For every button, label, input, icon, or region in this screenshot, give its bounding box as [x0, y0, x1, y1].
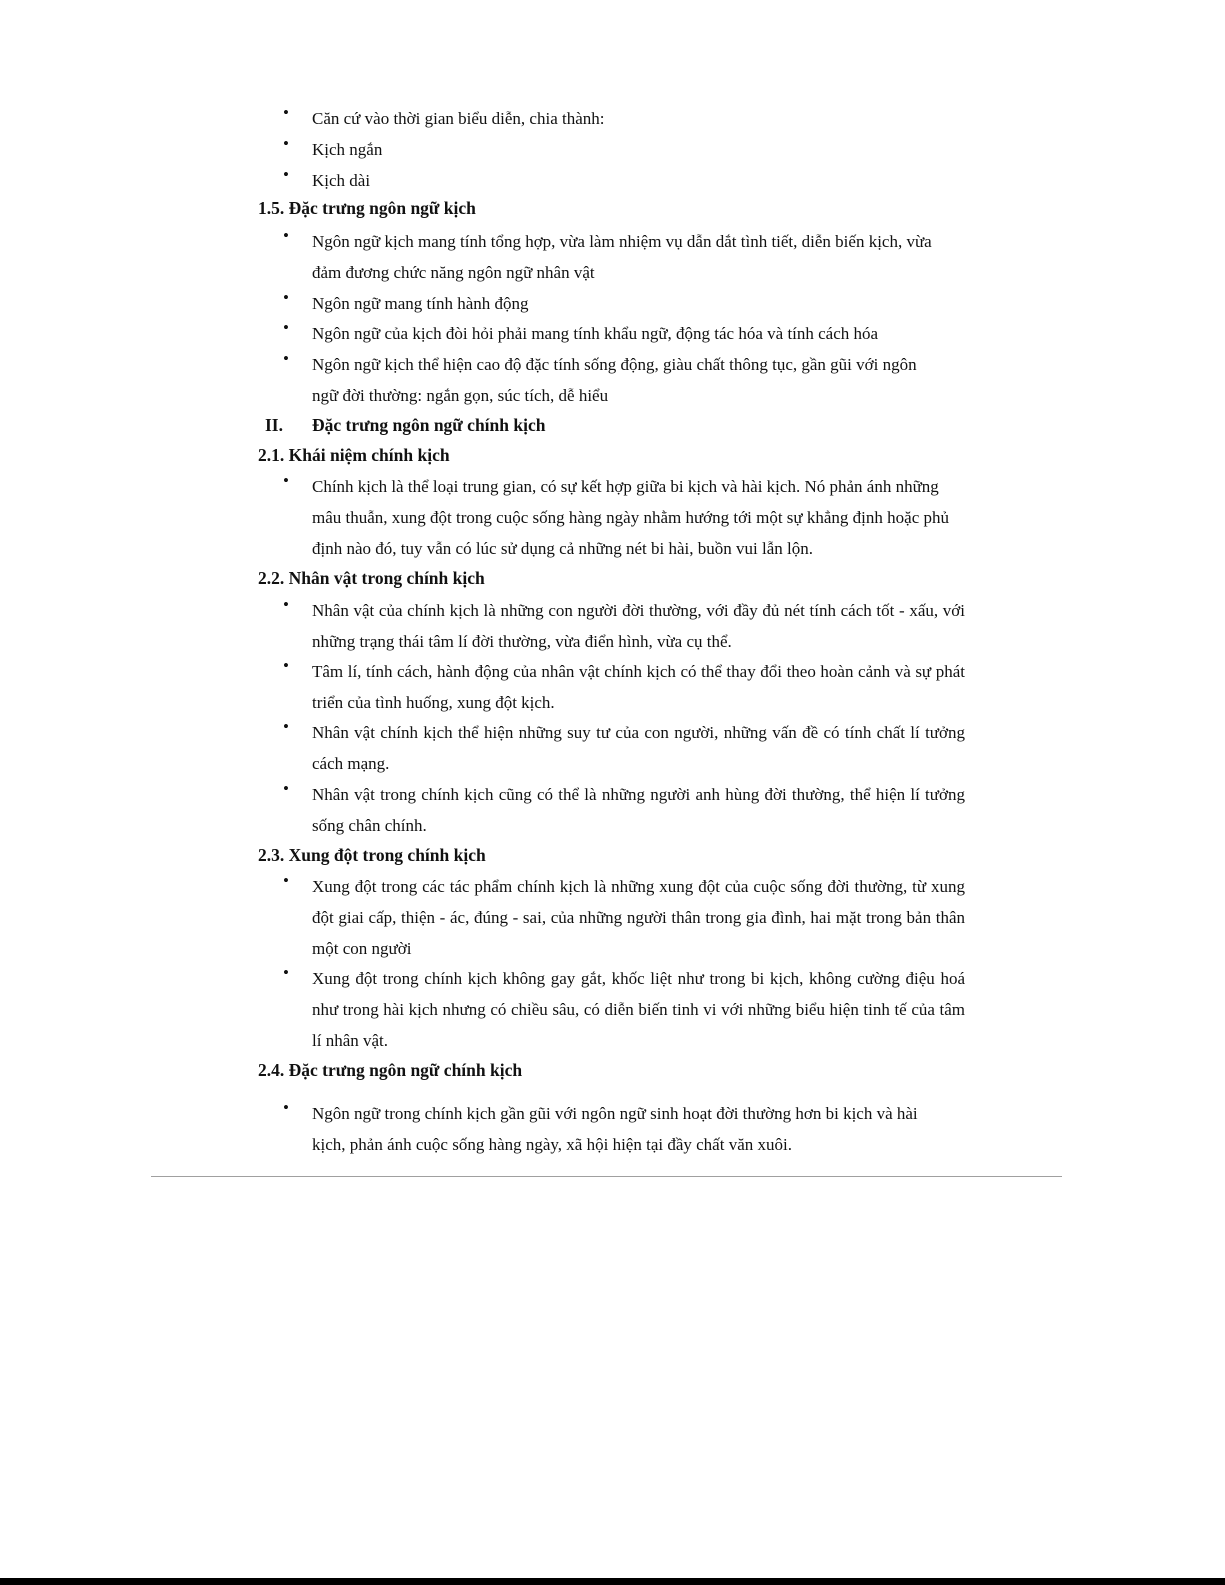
list-item-text: Ngôn ngữ mang tính hành động — [312, 294, 529, 313]
bullet-glyph: • — [283, 471, 289, 490]
section-heading-1-5: 1.5. Đặc trưng ngôn ngữ kịch — [258, 198, 476, 218]
bullet-glyph: • — [283, 349, 289, 368]
list-item-text: Tâm lí, tính cách, hành động của nhân vật chính kịch có thể thay đổi theo hoàn cảnh và sự phát triển của tình huống, xung đột kịch. — [312, 662, 965, 712]
list-item-text: Nhân vật chính kịch thể hiện những suy tư của con người, những vấn đề có tính chất lí tưởng cách mạng. — [312, 723, 965, 773]
list-item — [283, 318, 965, 349]
list-item — [283, 595, 965, 657]
list-item-text: Ngôn ngữ của kịch đòi hỏi phải mang tính khẩu ngữ, động tác hóa và tính cách hóa — [312, 324, 879, 343]
list-item-text: Chính kịch là thể loại trung gian, có sự kết hợp giữa bi kịch và hài kịch. Nó phản ánh những mâu thuẫn, xung đột trong cuộc sống hàng ngày nhằm hướng tới một sự khẳng định hoặc phủ định nào đó, tuy vẫn có lúc sử dụng cả những nét bi hài, buồn vui lẫn lộn. — [312, 477, 949, 558]
list-item — [283, 1098, 953, 1160]
bullet-glyph: • — [283, 1098, 289, 1117]
bullet-glyph: • — [283, 318, 289, 337]
list-item — [283, 656, 965, 718]
part-title: Đặc trưng ngôn ngữ chính kịch — [312, 415, 546, 435]
list-item-text: Kịch ngắn — [312, 140, 383, 159]
list-item — [283, 134, 965, 165]
list-item — [283, 779, 965, 841]
bullet-glyph: • — [283, 595, 289, 614]
list-item — [283, 226, 943, 288]
list-item-text: Ngôn ngữ trong chính kịch gần gũi với ngôn ngữ sinh hoạt đời thường hơn bi kịch và hài kịch, phản ánh cuộc sống hàng ngày, xã hội hiện tại đầy chất văn xuôi. — [312, 1104, 918, 1154]
list-item — [283, 288, 965, 319]
bullet-glyph: • — [283, 779, 289, 798]
list-item-text: Ngôn ngữ kịch mang tính tổng hợp, vừa làm nhiệm vụ dẫn dắt tình tiết, diễn biến kịch, vừa đảm đương chức năng ngôn ngữ nhân vật — [312, 232, 932, 282]
page-divider — [151, 1176, 1062, 1177]
list-item — [283, 103, 965, 134]
part-heading — [265, 415, 545, 435]
bottom-edge-bar — [0, 1578, 1225, 1585]
part-number: II. — [265, 415, 283, 435]
list-item-text: Nhân vật của chính kịch là những con người đời thường, với đầy đủ nét tính cách tốt - xấu, với những trạng thái tâm lí đời thường, vừa điển hình, vừa cụ thể. — [312, 601, 965, 651]
bullet-glyph: • — [283, 134, 289, 153]
section-heading-2-1: 2.1. Khái niệm chính kịch — [258, 445, 450, 465]
bullet-glyph: • — [283, 103, 289, 122]
bullet-glyph: • — [283, 717, 289, 736]
section-heading-2-3: 2.3. Xung đột trong chính kịch — [258, 845, 486, 865]
list-item-text: Căn cứ vào thời gian biểu diễn, chia thành: — [312, 109, 605, 128]
list-item — [283, 963, 965, 1056]
list-item-text: Nhân vật trong chính kịch cũng có thể là những người anh hùng đời thường, thể hiện lí tưởng sống chân chính. — [312, 785, 965, 835]
list-item — [283, 871, 965, 964]
list-item-text: Xung đột trong các tác phẩm chính kịch là những xung đột của cuộc sống đời thường, từ xung đột giai cấp, thiện - ác, đúng - sai, của những người thân trong gia đình, hai mặt trong bản thân một con người — [312, 877, 965, 958]
list-item — [283, 471, 953, 564]
list-item-text: Xung đột trong chính kịch không gay gắt, khốc liệt như trong bi kịch, không cường điệu hoá như trong hài kịch nhưng có chiều sâu, có diễn biến tinh vi với những biểu hiện tinh tế của tâm lí nhân vật. — [312, 969, 965, 1050]
bullet-glyph: • — [283, 963, 289, 982]
section-heading-2-2: 2.2. Nhân vật trong chính kịch — [258, 568, 485, 588]
bullet-glyph: • — [283, 226, 289, 245]
bullet-glyph: • — [283, 656, 289, 675]
bullet-glyph: • — [283, 165, 289, 184]
list-item — [283, 349, 933, 411]
list-item — [283, 717, 965, 779]
bullet-glyph: • — [283, 871, 289, 890]
list-item-text: Ngôn ngữ kịch thể hiện cao độ đặc tính sống động, giàu chất thông tục, gần gũi với ngôn ngữ đời thường: ngắn gọn, súc tích, dễ hiểu — [312, 355, 917, 405]
bullet-glyph: • — [283, 288, 289, 307]
list-item — [283, 165, 965, 196]
section-heading-2-4: 2.4. Đặc trưng ngôn ngữ chính kịch — [258, 1060, 523, 1080]
list-item-text: Kịch dài — [312, 171, 371, 190]
